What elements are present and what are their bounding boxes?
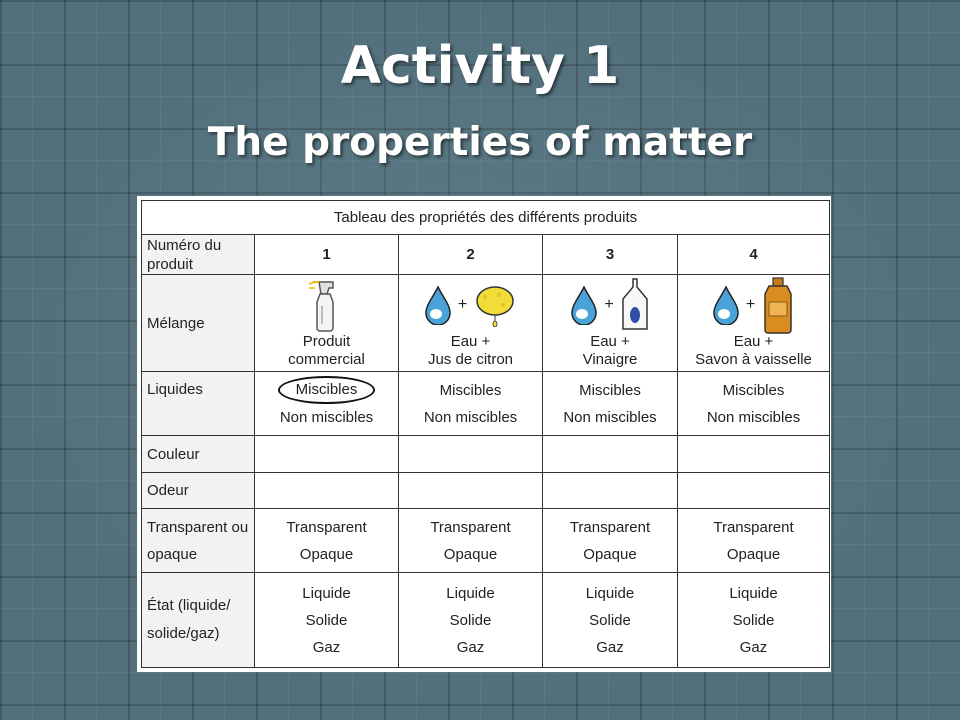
liquides-option-miscibles[interactable]: Miscibles [439, 381, 502, 399]
plus-sign-3: + [604, 296, 614, 314]
mix-line2-2: Jus de citron [427, 351, 514, 369]
opaque-option[interactable]: Opaque [726, 545, 781, 563]
liquides-cell-3[interactable] [543, 372, 678, 436]
transparent-cell-3[interactable] [543, 508, 678, 572]
vinegar-bottle-icon [620, 277, 650, 333]
mix-line2-4: Savon à vaisselle [695, 351, 812, 369]
water-drop-icon [424, 285, 452, 325]
mix-cell-1 [255, 275, 399, 372]
transparent-option[interactable]: Transparent [713, 518, 794, 536]
etat-cell-1[interactable] [255, 573, 399, 668]
table-caption: Tableau des propriétés des différents produits [142, 201, 830, 235]
properties-table-frame [137, 196, 831, 672]
mix-line1-1: Produit [302, 333, 351, 351]
liquides-option-non-miscibles[interactable]: Non miscibles [279, 409, 374, 427]
opaque-option[interactable]: Opaque [443, 545, 498, 563]
etat-option-solide[interactable]: Solide [589, 611, 631, 629]
etat-cell-3[interactable] [543, 573, 678, 668]
mix-line1-2: Eau + [450, 333, 491, 351]
row-label-odeur: Odeur [142, 472, 255, 508]
liquides-option-non-miscibles[interactable]: Non miscibles [423, 408, 518, 426]
row-label-numero: Numéro du produit [142, 235, 255, 275]
slide-title: Activity 1 [340, 36, 620, 96]
plus-sign-2: + [457, 296, 468, 314]
dish-soap-icon [761, 276, 795, 334]
product-number-1: 1 [255, 235, 399, 275]
opaque-option[interactable]: Opaque [299, 545, 354, 563]
transparent-cell-4[interactable] [678, 508, 830, 572]
product-number-2: 2 [399, 235, 543, 275]
etat-option-liquide[interactable]: Liquide [302, 584, 351, 602]
product-number-4: 4 [678, 235, 830, 275]
mix-cell-4 [678, 275, 830, 372]
row-label-liquides: Liquides [142, 372, 255, 436]
odeur-cell-3[interactable] [543, 472, 678, 508]
etat-option-liquide[interactable]: Liquide [585, 584, 635, 602]
row-label-melange: Mélange [142, 275, 255, 372]
row-label-etat: État (liquide/ solide/gaz) [142, 573, 255, 668]
water-drop-icon [570, 285, 598, 325]
couleur-cell-4[interactable] [678, 436, 830, 472]
odeur-cell-1[interactable] [255, 472, 399, 508]
product-number-3: 3 [543, 235, 678, 275]
etat-cell-2[interactable] [399, 573, 543, 668]
couleur-cell-2[interactable] [399, 436, 543, 472]
row-label-couleur: Couleur [142, 436, 255, 472]
transparent-option[interactable]: Transparent [569, 518, 651, 536]
etat-option-solide[interactable]: Solide [732, 611, 775, 629]
etat-option-solide[interactable]: Solide [449, 611, 492, 629]
etat-option-gaz[interactable]: Gaz [739, 638, 768, 656]
mix-line2-3: Vinaigre [582, 351, 638, 369]
etat-option-liquide[interactable]: Liquide [446, 584, 495, 602]
mix-cell-3 [543, 275, 678, 372]
transparent-cell-2[interactable] [399, 508, 543, 572]
etat-option-gaz[interactable]: Gaz [312, 638, 341, 656]
plus-sign-4: + [745, 296, 756, 314]
row-label-transparent: Transparent ou opaque [142, 508, 255, 572]
etat-cell-4[interactable] [678, 573, 830, 668]
liquides-cell-2[interactable] [399, 372, 543, 436]
spray-bottle-icon [305, 278, 349, 332]
transparent-option[interactable]: Transparent [430, 518, 511, 536]
odeur-cell-4[interactable] [678, 472, 830, 508]
liquides-option-non-miscibles[interactable]: Non miscibles [706, 408, 801, 426]
couleur-cell-1[interactable] [255, 436, 399, 472]
lemon-icon [473, 283, 517, 327]
mix-line1-4: Eau + [733, 333, 774, 351]
water-drop-icon [712, 285, 740, 325]
etat-option-gaz[interactable]: Gaz [456, 638, 485, 656]
etat-option-liquide[interactable]: Liquide [729, 584, 778, 602]
liquides-cell-1[interactable] [255, 372, 399, 436]
mix-line2-1: commercial [288, 351, 365, 369]
couleur-cell-3[interactable] [543, 436, 678, 472]
properties-table [141, 200, 830, 668]
transparent-cell-1[interactable] [255, 508, 399, 572]
etat-option-solide[interactable]: Solide [305, 611, 348, 629]
opaque-option[interactable]: Opaque [583, 545, 637, 563]
liquides-option-non-miscibles[interactable]: Non miscibles [563, 408, 657, 426]
mix-cell-2 [399, 275, 543, 372]
etat-option-gaz[interactable]: Gaz [596, 638, 624, 656]
liquides-option-miscibles[interactable]: Miscibles [579, 381, 641, 399]
liquides-cell-4[interactable] [678, 372, 830, 436]
odeur-cell-2[interactable] [399, 472, 543, 508]
slide-subtitle: The properties of matter [207, 120, 753, 165]
circled-answer[interactable]: Miscibles [278, 376, 376, 404]
transparent-option[interactable]: Transparent [286, 518, 367, 536]
mix-line1-3: Eau + [590, 333, 630, 351]
liquides-option-miscibles[interactable]: Miscibles [722, 381, 785, 399]
